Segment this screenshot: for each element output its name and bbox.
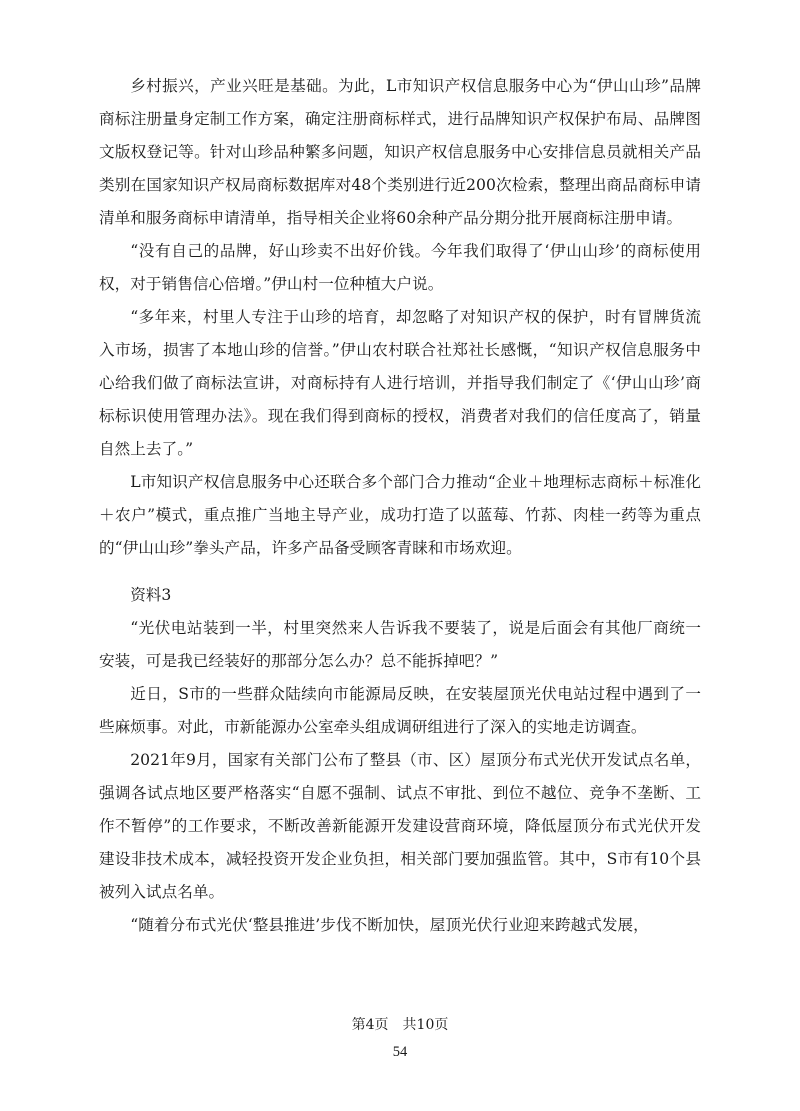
- document-body: [99, 70, 701, 942]
- page-number: 54: [392, 1044, 408, 1060]
- paragraph-2: “没有自己的品牌，好山珍卖不出好价钱。今年我们取得了‘伊山山珍’的商标使用权，对于销售信心倍增。”伊山村一位种植大户说。: [99, 242, 701, 293]
- paragraph-1: 乡村振兴，产业兴旺是基础。为此，L市知识产权信息服务中心为“伊山山珍”品牌商标注册量身定制工作方案，确定注册商标样式，进行品牌知识产权保护布局、品牌图文版权登记等。针对山珍品种繁多问题，知识产权信息服务中心安排信息员就相关产品类别在国家知识产权局商标数据库对48个类别进行近200次检索，整理出商品商标申请清单和服务商标申请清单，指导相关企业将60余种产品分期分批开展商标注册申请。: [99, 77, 701, 227]
- paragraph-4: L市知识产权信息服务中心还联合多个部门合力推动“企业＋地理标志商标＋标准化＋农户”模式，重点推广当地主导产业，成功打造了以蓝莓、竹荪、肉桂一药等为重点的“伊山山珍”拳头产品，许多产品备受顾客青睐和市场欢迎。: [99, 473, 701, 557]
- paragraph-5: “光伏电站装到一半，村里突然来人告诉我不要装了，说是后面会有其他厂商统一安装，可是我已经装好的那部分怎么办？总不能拆掉吧？”: [99, 619, 701, 670]
- page-info-footer: 第4页 共10页: [351, 1017, 449, 1033]
- paragraph-3: “多年来，村里人专注于山珍的培育，却忽略了对知识产权的保护，时有冒牌货流入市场，损害了本地山珍的信誉。”伊山农村联合社郑社长感慨，“知识产权信息服务中心给我们做了商标法宣讲，对商标持有人进行培训，并指导我们制定了《‘伊山山珍’商标标识使用管理办法》。现在我们得到商标的授权，消费者对我们的信任度高了，销量自然上去了。”: [99, 308, 701, 458]
- section-heading: 资料3: [130, 586, 172, 604]
- paragraph-6: 近日，S市的一些群众陆续向市能源局反映，在安装屋顶光伏电站过程中遇到了一些麻烦事。对此，市新能源办公室牵头组成调研组进行了深入的实地走访调查。: [99, 685, 701, 736]
- paragraph-8: “随着分布式光伏‘整县推进’步伐不断加快，屋顶光伏行业迎来跨越式发展，: [130, 916, 649, 934]
- paragraph-7: 2021年9月，国家有关部门公布了整县（市、区）屋顶分布式光伏开发试点名单，强调各试点地区要严格落实“自愿不强制、试点不审批、到位不越位、竞争不垄断、工作不暂停”的工作要求，不断改善新能源开发建设营商环境，降低屋顶分布式光伏开发建设非技术成本，减轻投资开发企业负担，相关部门要加强监管。其中，S市有10个县被列入试点名单。: [99, 751, 701, 901]
